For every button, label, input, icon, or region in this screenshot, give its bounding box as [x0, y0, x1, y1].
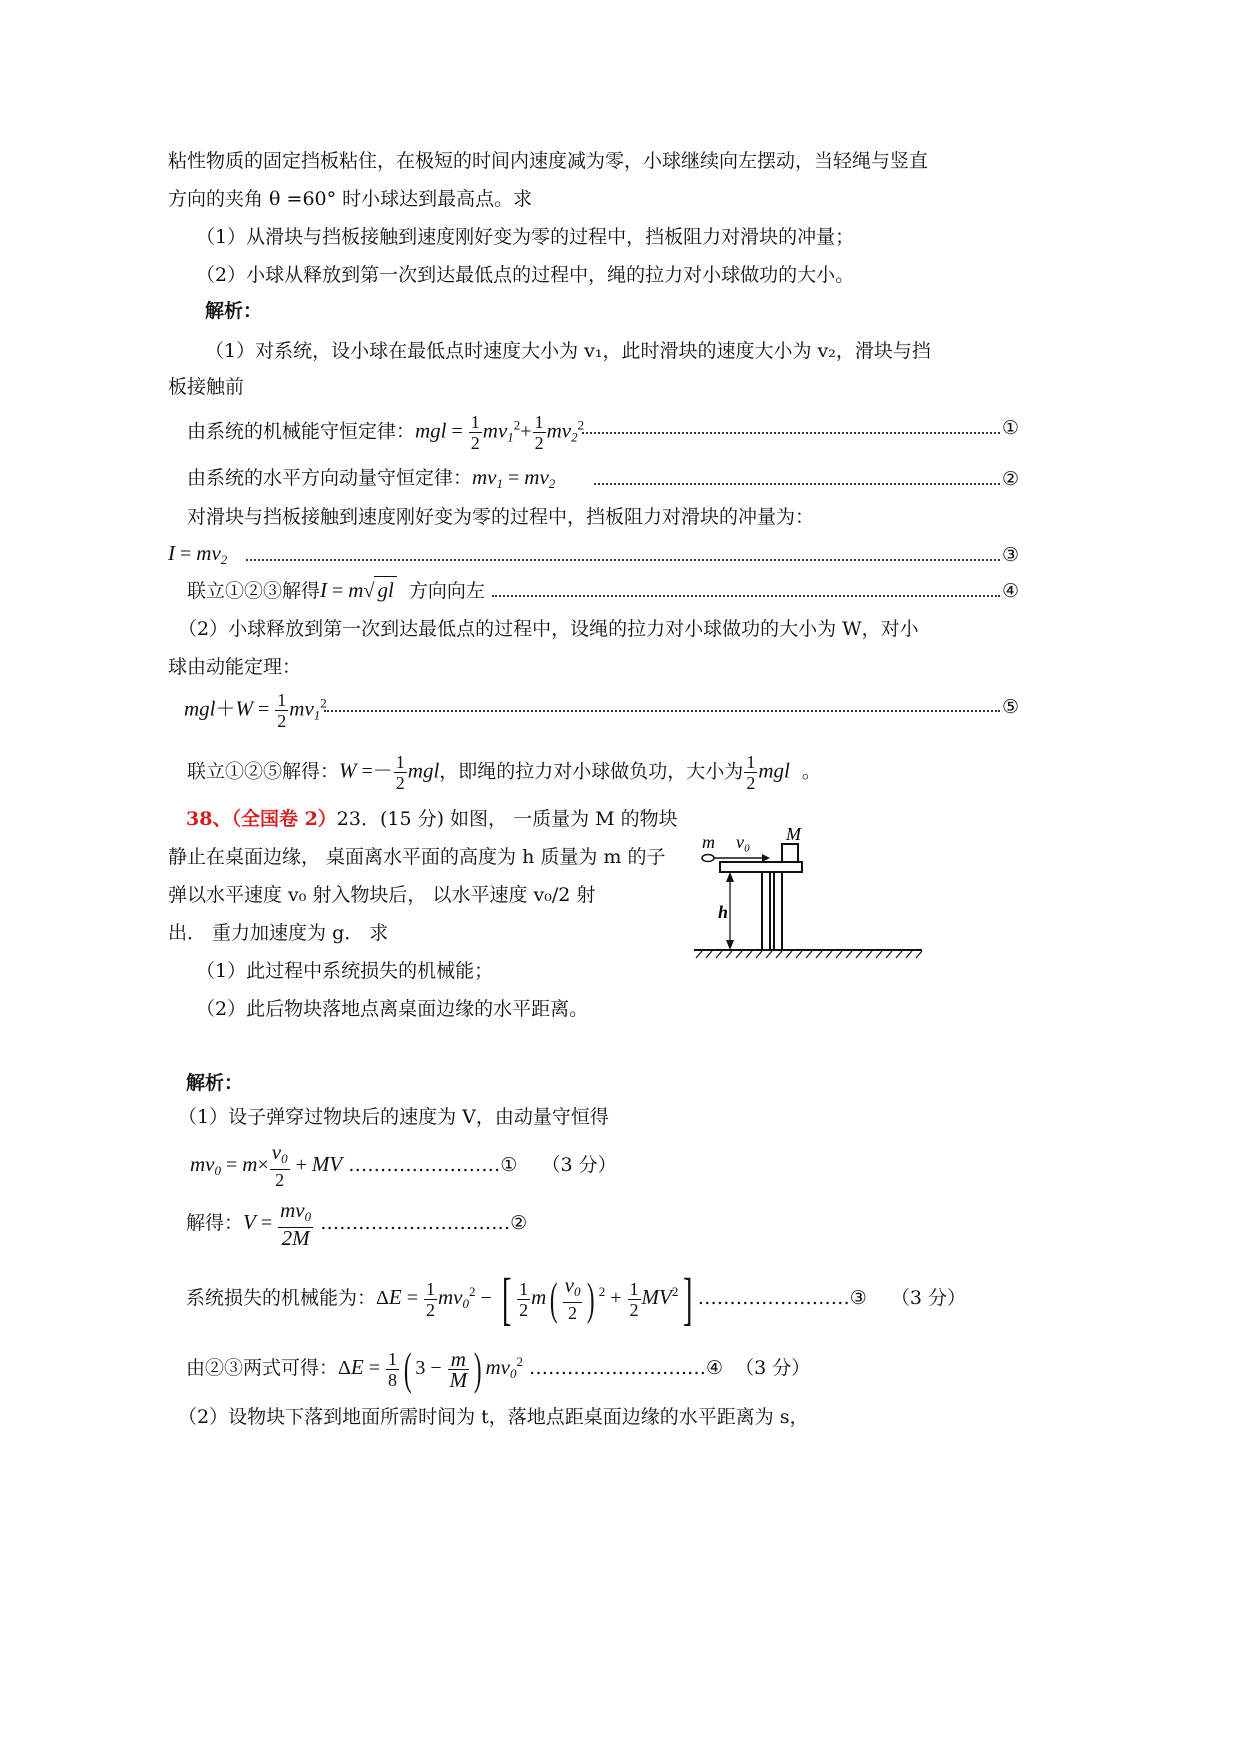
figure-label-v0: v₀ [736, 832, 751, 852]
solution-p2-line2: 球由动能定理： [168, 656, 302, 678]
eq4-label: 由②③两式可得： [186, 1357, 339, 1379]
leader-dots [582, 432, 1000, 434]
problem-source: （全国卷 2） [231, 808, 337, 830]
solution-2-heading: 解析： [186, 1072, 244, 1094]
problem-38-question-2: （2）此后物块落地点离桌面边缘的水平距离。 [196, 998, 589, 1020]
eq2-label: 解得： [186, 1212, 244, 1234]
eq6-mid: ，即绳的拉力对小球做负功，大小为 [439, 760, 744, 783]
table-leg [762, 872, 770, 950]
table-leg [774, 872, 782, 950]
equation-impulse: $I = mv_2$ [168, 541, 228, 567]
solution-2-p1: （1）设子弹穿过物块后的速度为 V，由动量守恒得 [178, 1106, 609, 1128]
problem-text: 23．(15 分) 如图， 一质量为 M 的物块 [336, 808, 678, 830]
leader-dots [492, 595, 1000, 597]
eq4-label: 联立①②③解得 [187, 580, 321, 602]
eq2-label: 由系统的水平方向动量守恒定律： [187, 467, 473, 489]
eq1-label: 由系统的机械能守恒定律： [187, 420, 416, 443]
solution-p1-line1: （1）对系统，设小球在最低点时速度大小为 v₁，此时滑块的速度大小为 v₂，滑块与挡 [205, 340, 931, 362]
question-1: （1）从滑块与挡板接触到速度刚好变为零的过程中，挡板阻力对滑块的冲量； [196, 226, 855, 248]
question-2: （2）小球从释放到第一次到达最低点的过程中，绳的拉力对小球做功的大小。 [196, 264, 855, 286]
eq4-number: …………………….…④ [528, 1357, 724, 1379]
leader-dots [324, 710, 1000, 712]
equation-momentum-conservation: 由系统的水平方向动量守恒定律：$mv_1 = mv_2$ [187, 465, 556, 491]
eq3-number: ③ [1002, 544, 1020, 566]
solution-2-p2: （2）设物块下落到地面所需时间为 t，落地点距桌面边缘的水平距离为 s， [178, 1406, 809, 1428]
eq3-score: （3 分） [890, 1287, 967, 1309]
equation-bullet-momentum: $mv_0 = m\times$ $\frac{v_0}{2}$ + MV ……………………① （3 分） [190, 1140, 617, 1190]
arrow-head [726, 872, 734, 882]
figure-label-m: m [702, 832, 715, 852]
bullet-block-figure [690, 818, 930, 960]
ground-hatching [696, 951, 922, 958]
problem-38-line4: 出． 重力加速度为 g． 求 [168, 922, 389, 944]
problem-38-line3: 弹以水平速度 v₀ 射入物块后， 以水平速度 v₀/2 射 [168, 884, 596, 906]
eq2-number: …………………………② [320, 1212, 528, 1234]
intro-line-2: 方向的夹角 θ =60° 时小球达到最高点。求 [168, 188, 533, 210]
eq1-number: ……………………① [348, 1154, 518, 1176]
eq1-score: （3 分） [541, 1154, 617, 1176]
solution-p2-line1: （2）小球释放到第一次到达最低点的过程中，设绳的拉力对小球做功的大小为 W，对小 [178, 618, 919, 640]
intro-line-1: 粘性物质的固定挡板粘住，在极短的时间内速度减为零，小球继续向左摆动，当轻绳与竖直 [168, 150, 929, 172]
eq1-number: ① [1002, 417, 1020, 439]
problem-38-question-1: （1）此过程中系统损失的机械能； [196, 960, 494, 982]
leader-dots [246, 559, 1000, 561]
equation-result-impulse: 联立①②③解得I = m√ gl 方向向左 [187, 578, 485, 602]
leader-dots [594, 483, 1000, 485]
figure-label-M: M [786, 824, 801, 844]
solution-p1-line2: 板接触前 [168, 376, 245, 398]
figure-label-h: h [718, 902, 729, 922]
bullet-shape [702, 855, 714, 862]
eq3-number: ……………………③ [697, 1287, 867, 1309]
arrow-head [726, 940, 734, 950]
eq4-direction: 方向向左 [408, 580, 485, 602]
eq2-number: ② [1002, 468, 1020, 490]
equation-energy-conservation: 由系统的机械能守恒定律：mgl = $\frac{1}{2}$ $mv_1^2+$ $\frac{1}{2}$ $mv_2^2$ [187, 412, 585, 453]
block-shape [782, 844, 798, 862]
eq4-number: ④ [1002, 580, 1020, 602]
equation-work-result: 联立①②⑤解得：W =－ $\frac{1}{2}$ mgl，即绳的拉力对小球做负功，大小为 $\frac{1}{2}$ mgl 。 [187, 752, 821, 793]
eq5-number: ⑤ [1002, 696, 1020, 718]
equation-velocity-result: 解得：V = $\frac{mv_0}{2M}$ …………………………② [186, 1198, 528, 1250]
eq4-score: （3 分） [735, 1357, 811, 1379]
problem-38-line2: 静止在桌面边缘， 桌面离水平面的高度为 h 质量为 m 的子 [168, 846, 666, 868]
arrow-head [762, 854, 770, 862]
equation-kinetic-energy-theorem: mgl＋W = $\frac{1}{2}$ $mv_1^2$ [184, 690, 327, 731]
solution-heading: 解析： [205, 300, 263, 322]
problem-38-line1 [186, 806, 678, 832]
equation-energy-loss: 系统损失的机械能为：ΔE = $\frac{1}{2}$ $mv_0^2$ − [ $\frac{1}{2}$ m( $\frac{v_0}{2}$ ) $^2$ + $\frac{1}{2}$ $MV^2$] ……………………③ （3 分） [186, 1266, 967, 1331]
table-top [720, 862, 802, 872]
problem-number: 38、 [186, 808, 232, 830]
eq3-label: 系统损失的机械能为： [186, 1287, 377, 1309]
equation-energy-loss-result: 由②③两式可得：ΔE = $\frac{1}{8}$ ( 3 − $\frac{m}{M}$ ) $mv_0^2$ …………………….…④ （3 分） [186, 1343, 811, 1394]
eq3-intro: 对滑块与挡板接触到速度刚好变为零的过程中，挡板阻力对滑块的冲量为： [187, 506, 815, 528]
eq6-label: 联立①②⑤解得： [187, 760, 340, 783]
eq6-end: 。 [801, 760, 821, 783]
